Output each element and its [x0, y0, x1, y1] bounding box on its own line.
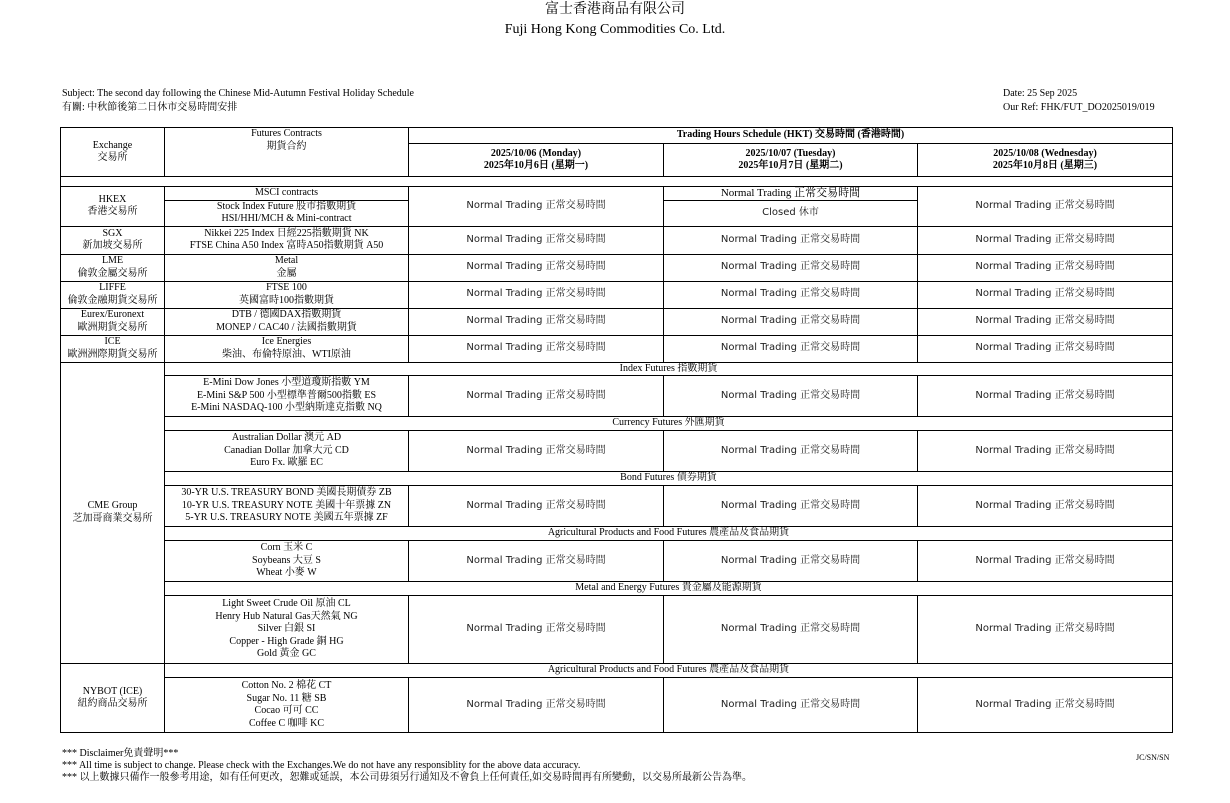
status-cell: Normal Trading 正常交易時間 — [664, 281, 918, 308]
table-row — [61, 541, 1173, 582]
table-row — [61, 376, 1173, 417]
status-cell: Normal Trading 正常交易時間 — [409, 596, 664, 664]
trading-hours-table — [60, 127, 1173, 733]
status-cell: Normal Trading 正常交易時間 — [918, 486, 1173, 527]
status-cell: Normal Trading 正常交易時間 — [409, 486, 664, 527]
status-cell: Normal Trading 正常交易時間 — [918, 226, 1173, 254]
exchange-cme: CME Group 芝加哥商業交易所 — [61, 362, 165, 664]
section-title: Currency Futures 外匯期貨 — [165, 417, 1173, 431]
status-cell: Normal Trading 正常交易時間 — [664, 678, 918, 733]
status-cell: Normal Trading 正常交易時間 — [664, 335, 918, 362]
contract-hsi: Stock Index Future 股市指數期貨 HSI/HHI/MCH & Mini-contract — [165, 200, 409, 226]
contract-cell: Australian Dollar 澳元 AD Canadian Dollar 加拿大元 CD Euro Fx. 歐羅 EC — [165, 431, 409, 472]
document-date: Date: 25 Sep 2025 — [1003, 88, 1078, 99]
exchange-liffe: LIFFE 倫敦金融期貨交易所 — [61, 281, 165, 308]
status-cell: Normal Trading 正常交易時間 — [664, 226, 918, 254]
status-cell: Normal Trading 正常交易時間 — [918, 596, 1173, 664]
status-cell: Normal Trading 正常交易時間 — [664, 376, 918, 417]
status-cell: Normal Trading 正常交易時間 — [409, 226, 664, 254]
status-cell: Normal Trading 正常交易時間 — [918, 187, 1173, 227]
table-row — [61, 187, 1173, 201]
contract-cell: Corn 玉米 C Soybeans 大豆 S Wheat 小麥 W — [165, 541, 409, 582]
exchange-lme: LME 倫敦金屬交易所 — [61, 254, 165, 281]
table-row — [61, 486, 1173, 527]
exchange-hkex: HKEX 香港交易所 — [61, 187, 165, 227]
contract-cell: E-Mini Dow Jones 小型道瓊斯指數 YM E-Mini S&P 500 小型標準普爾500指數 ES E-Mini NASDAQ-100 小型納斯達克指數 NQ — [165, 376, 409, 417]
status-cell: Normal Trading 正常交易時間 — [918, 254, 1173, 281]
schedule-title: Trading Hours Schedule (HKT) 交易時間 (香港時間) — [409, 128, 1173, 144]
contracts-header: Futures Contracts 期貨合約 — [165, 128, 409, 177]
status-closed: Closed 休市 — [664, 200, 918, 226]
status-cell: Normal Trading 正常交易時間 — [664, 431, 918, 472]
status-cell: Normal Trading 正常交易時間 — [409, 335, 664, 362]
day-wednesday-header: 2025/10/08 (Wednesday) 2025年10月8日 (星期三) — [918, 144, 1173, 177]
exchange-nybot: NYBOT (ICE) 紐約商品交易所 — [61, 664, 165, 733]
table-row — [61, 308, 1173, 335]
status-cell: Normal Trading 正常交易時間 — [409, 254, 664, 281]
table-row — [61, 226, 1173, 254]
contract-cell: Light Sweet Crude Oil 原油 CL Henry Hub Natural Gas天然氣 NG Silver 白銀 SI Copper - High Grade 銅 HG Gold 黃金 GC — [165, 596, 409, 664]
contract-cell: Cotton No. 2 棉花 CT Sugar No. 11 糖 SB Cocao 可可 CC Coffee C 咖啡 KC — [165, 678, 409, 733]
table-row — [61, 281, 1173, 308]
contract-msci: MSCI contracts — [165, 187, 409, 201]
document-ref: Our Ref: FHK/FUT_DO2025019/019 — [1003, 102, 1155, 113]
status-cell: Normal Trading 正常交易時間 — [664, 486, 918, 527]
subject-zh: 有關: 中秋節後第二日休市交易時間安排 — [62, 102, 238, 113]
section-title: Bond Futures 債券期貨 — [165, 472, 1173, 486]
status-cell: Normal Trading 正常交易時間 — [409, 431, 664, 472]
status-cell: Normal Trading 正常交易時間 — [918, 431, 1173, 472]
status-cell: Normal Trading 正常交易時間 — [409, 308, 664, 335]
contract-cell: Ice Energies 柴油、布倫特原油、WTI原油 — [165, 335, 409, 362]
status-cell: Normal Trading 正常交易時間 — [409, 541, 664, 582]
day-tuesday-header: 2025/10/07 (Tuesday) 2025年10月7日 (星期二) — [664, 144, 918, 177]
document-code: JC/SN/SN — [1136, 753, 1170, 762]
table-row — [61, 431, 1173, 472]
contract-cell: Metal 金屬 — [165, 254, 409, 281]
table-row — [61, 596, 1173, 664]
disclaimer-title: *** Disclaimer免責聲明*** — [62, 748, 179, 759]
status-cell: Normal Trading 正常交易時間 — [664, 596, 918, 664]
day-monday-header: 2025/10/06 (Monday) 2025年10月6日 (星期一) — [409, 144, 664, 177]
status-cell: Normal Trading 正常交易時間 — [918, 308, 1173, 335]
status-cell: Normal Trading 正常交易時間 — [664, 541, 918, 582]
disclaimer-en: *** All time is subject to change. Please check with the Exchanges.We do not have any responsiblity for the above data accuracy. — [62, 760, 581, 771]
section-title: Metal and Energy Futures 貴金屬及能源期貨 — [165, 582, 1173, 596]
exchange-header: Exchange 交易所 — [61, 128, 165, 177]
subject-en: Subject: The second day following the Chinese Mid-Autumn Festival Holiday Schedule — [62, 88, 414, 99]
exchange-sgx: SGX 新加坡交易所 — [61, 226, 165, 254]
status-cell: Normal Trading 正常交易時間 — [918, 335, 1173, 362]
status-cell: Normal Trading 正常交易時間 — [409, 678, 664, 733]
company-name-zh: 富士香港商品有限公司 — [545, 2, 685, 17]
status-cell: Normal Trading 正常交易時間 — [409, 187, 664, 227]
status-cell: Normal Trading 正常交易時間 — [918, 541, 1173, 582]
disclaimer-zh: *** 以上數據只備作一般參考用途，如有任何更改，恕難或延誤，本公司毋須另行通知及不會負上任何責任,如交易時間再有所變動，以交易所最新公告為準。 — [62, 772, 752, 783]
contract-cell: DTB / 德國DAX指數期貨 MONEP / CAC40 / 法國指數期貨 — [165, 308, 409, 335]
exchange-eurex: Eurex/Euronext 歐洲期貨交易所 — [61, 308, 165, 335]
status-cell: Normal Trading 正常交易時間 — [409, 281, 664, 308]
status-cell: Normal Trading 正常交易時間 — [918, 376, 1173, 417]
table-row — [61, 254, 1173, 281]
status-cell: Normal Trading 正常交易時間 — [664, 187, 918, 201]
status-cell: Normal Trading 正常交易時間 — [918, 678, 1173, 733]
contract-cell: Nikkei 225 Index 日經225指數期貨 NK FTSE China A50 Index 富時A50指數期貨 A50 — [165, 226, 409, 254]
table-row — [61, 335, 1173, 362]
status-cell: Normal Trading 正常交易時間 — [664, 308, 918, 335]
section-title: Agricultural Products and Food Futures 農產品及食品期貨 — [165, 527, 1173, 541]
status-cell: Normal Trading 正常交易時間 — [918, 281, 1173, 308]
status-cell: Normal Trading 正常交易時間 — [409, 376, 664, 417]
contract-cell: 30-YR U.S. TREASURY BOND 美國長期債券 ZB 10-YR U.S. TREASURY NOTE 美國十年票據 ZN 5-YR U.S. TREASURY NOTE 美國五年票據 ZF — [165, 486, 409, 527]
contract-cell: FTSE 100 英國富時100指數期貨 — [165, 281, 409, 308]
section-title: Index Futures 指數期貨 — [165, 362, 1173, 376]
table-spacer — [61, 177, 1173, 187]
table-row — [61, 678, 1173, 733]
company-name-en: Fuji Hong Kong Commodities Co. Ltd. — [504, 22, 726, 37]
status-cell: Normal Trading 正常交易時間 — [664, 254, 918, 281]
exchange-ice: ICE 歐洲洲際期貨交易所 — [61, 335, 165, 362]
section-title: Agricultural Products and Food Futures 農產品及食品期貨 — [165, 664, 1173, 678]
